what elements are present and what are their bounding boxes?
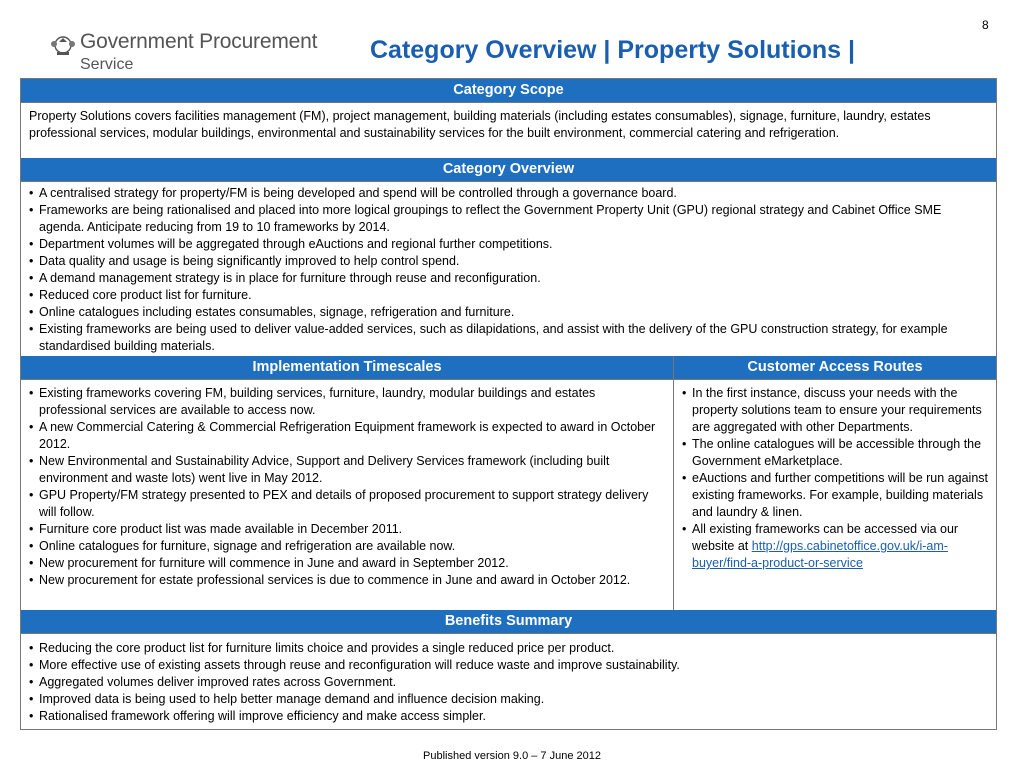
category-scope-text: Property Solutions covers facilities management (FM), project management, building materials (including estates consumables), signage, furniture, laundry, estates professional services, modular buildings, environmental and sustainability services for the built environment, commercial catering and refrigeration.	[21, 102, 996, 158]
benefits-bullet: • Improved data is being used to help better manage demand and influence decision making.	[29, 691, 988, 708]
organisation-logo	[50, 30, 350, 76]
overview-bullet: • Data quality and usage is being significantly improved to help control spend.	[29, 253, 988, 270]
implementation-bullet: • GPU Property/FM strategy presented to PEX and details of proposed procurement to support strategy delivery will follow.	[29, 487, 665, 521]
timescales-access-row	[21, 356, 996, 610]
royal-crest-icon	[50, 32, 76, 56]
category-overview-heading: Category Overview	[21, 158, 996, 181]
customer-access-routes-body	[674, 379, 996, 610]
customer-access-routes-heading: Customer Access Routes	[674, 356, 996, 379]
access-column	[674, 356, 996, 610]
content-frame	[20, 78, 997, 730]
access-bullet: • The online catalogues will be accessible through the Government eMarketplace.	[682, 436, 988, 470]
implementation-bullet: • New procurement for estate professional services is due to commence in June and award in October 2012.	[29, 572, 665, 589]
access-bullet-prefix: All existing frameworks can be accessed via our website at	[692, 522, 959, 553]
slide-title: Category Overview | Property Solutions |	[370, 36, 855, 64]
benefits-bullet: • Aggregated volumes deliver improved rates across Government.	[29, 674, 988, 691]
overview-bullet: • Frameworks are being rationalised and placed into more logical groupings to reflect the Government Property Unit (GPU) regional strategy and Cabinet Office SME agenda. Anticipate reducing from 19 to 10 frameworks by 2014.	[29, 202, 988, 236]
overview-bullet: • A demand management strategy is in place for furniture through reuse and reconfiguration.	[29, 270, 988, 287]
benefits-summary-heading: Benefits Summary	[21, 610, 996, 633]
implementation-bullet: • A new Commercial Catering & Commercial Refrigeration Equipment framework is expected to award in October 2012.	[29, 419, 665, 453]
implementation-bullet: • New Environmental and Sustainability Advice, Support and Delivery Services framework (including built environment and waste lots) went live in May 2012.	[29, 453, 665, 487]
footer-version: Published version 9.0 – 7 June 2012	[423, 750, 601, 762]
access-bullet-list	[682, 385, 988, 572]
benefits-summary-body	[21, 633, 996, 729]
access-bullet-website	[682, 521, 988, 572]
category-scope-heading: Category Scope	[21, 79, 996, 102]
benefits-bullet: • Rationalised framework offering will improve efficiency and make access simpler.	[29, 708, 988, 725]
benefits-bullet: • More effective use of existing assets through reuse and reconfiguration will reduce waste and improve sustainability.	[29, 657, 988, 674]
implementation-bullet: • New procurement for furniture will commence in June and award in September 2012.	[29, 555, 665, 572]
benefits-bullet: • Reducing the core product list for furniture limits choice and provides a single reduced price per product.	[29, 640, 988, 657]
implementation-bullet-list	[29, 385, 665, 589]
implementation-bullet: • Furniture core product list was made available in December 2011.	[29, 521, 665, 538]
page-number: 8	[982, 18, 989, 32]
overview-bullet: • Existing frameworks are being used to deliver value-added services, such as dilapidations, and assist with the delivery of the GPU construction strategy, for example standardised building materials.	[29, 321, 988, 355]
overview-bullet-list	[29, 185, 988, 355]
implementation-column	[21, 356, 674, 610]
overview-bullet: • Department volumes will be aggregated through eAuctions and regional further competitions.	[29, 236, 988, 253]
gps-website-link[interactable]: http://gps.cabinetoffice.gov.uk/i-am-buyer/find-a-product-or-service	[692, 539, 948, 570]
category-overview-body	[21, 181, 996, 356]
benefits-bullet-list	[29, 640, 988, 725]
implementation-timescales-heading: Implementation Timescales	[21, 356, 673, 379]
org-name-line2: Service	[80, 56, 134, 73]
overview-bullet: • Online catalogues including estates consumables, signage, refrigeration and furniture.	[29, 304, 988, 321]
implementation-timescales-body	[21, 379, 673, 610]
access-bullet: • In the first instance, discuss your needs with the property solutions team to ensure your requirements are aggregated with other Departments.	[682, 385, 988, 436]
access-bullet: • eAuctions and further competitions will be run against existing frameworks. For example, building materials and laundry & linen.	[682, 470, 988, 521]
implementation-bullet: • Online catalogues for furniture, signage and refrigeration are available now.	[29, 538, 665, 555]
overview-bullet: • Reduced core product list for furniture.	[29, 287, 988, 304]
overview-bullet: • A centralised strategy for property/FM is being developed and spend will be controlled through a governance board.	[29, 185, 988, 202]
implementation-bullet: • Existing frameworks covering FM, building services, furniture, laundry, modular buildings and estates professional services are available to access now.	[29, 385, 665, 419]
org-name-line1: Government Procurement	[80, 30, 318, 53]
